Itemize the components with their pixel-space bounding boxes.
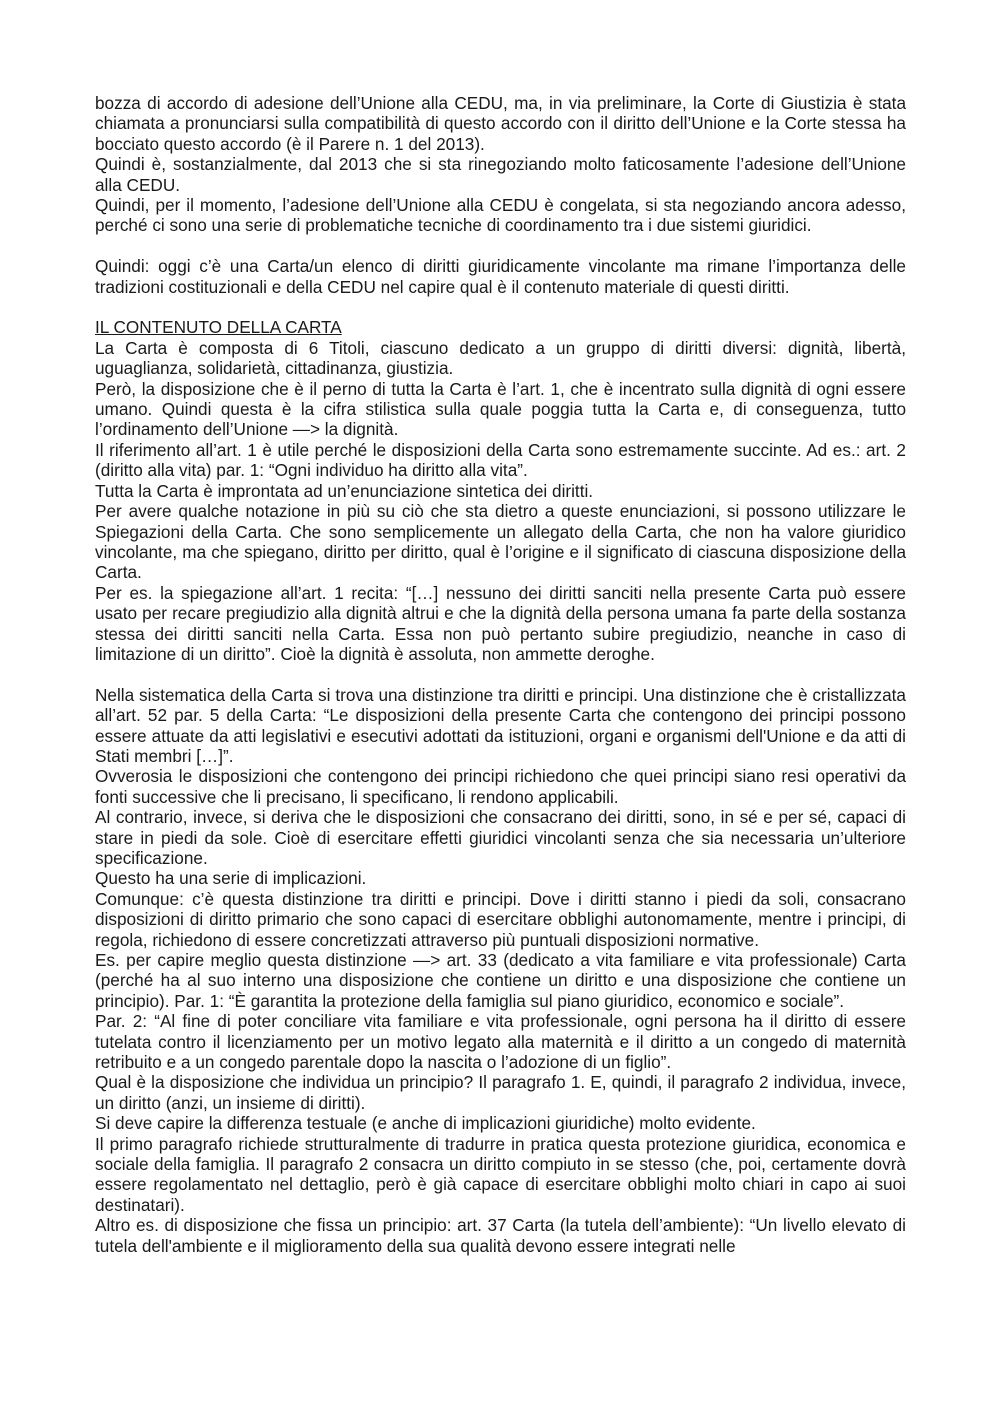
paragraph: La Carta è composta di 6 Titoli, ciascuno dedicato a un gruppo di diritti diversi: dignità, libertà, uguaglianza, solidarietà, cittadinanza, giustizia. xyxy=(95,337,906,379)
paragraph: Si deve capire la differenza testuale (e anche di implicazioni giuridiche) molto evidente. xyxy=(95,1113,756,1134)
paragraph: Tutta la Carta è improntata ad un’enunciazione sintetica dei diritti. xyxy=(95,480,594,501)
paragraph: Comunque: c’è questa distinzione tra diritti e principi. Dove i diritti stanno i piedi da soli, consacrano disposizioni di diritto primario che sono capaci di esercitare obblighi autonomamente, mentre i principi, di regola, richiedono di essere concretizzati attraverso più puntuali disposizioni normative. xyxy=(95,888,906,950)
blank-line xyxy=(95,297,906,317)
paragraph: Par. 2: “Al fine di poter conciliare vita familiare e vita professionale, ogni persona ha il diritto di essere tutelata contro il licenziamento per un motivo legato alla maternità e il diritto a un congedo di maternità retribuito e a un congedo parentale dopo la nascita o l’adozione di un figlio”. xyxy=(95,1011,906,1073)
paragraph: Il riferimento all’art. 1 è utile perché le disposizioni della Carta sono estremamente succinte. Ad es.: art. 2 (diritto alla vita) par. 1: “Ogni individuo ha diritto alla vita”. xyxy=(95,439,906,481)
paragraph: Es. per capire meglio questa distinzione —> art. 33 (dedicato a vita familiare e vita professionale) Carta (perché ha al suo interno una disposizione che contiene un diritto e una disposizione che contiene un principio). Par. 1: “È garantita la protezione della famiglia sul piano giuridico, economico e sociale”. xyxy=(95,950,906,1011)
paragraph: Ovverosia le disposizioni che contengono dei principi richiedono che quei principi siano resi operativi da fonti successive che li precisano, li specificano, li rendono applicabili. xyxy=(95,766,906,807)
paragraph: Questo ha una serie di implicazioni. xyxy=(95,868,367,889)
paragraph: Qual è la disposizione che individua un principio? Il paragrafo 1. E, quindi, il paragrafo 2 individua, invece, un diritto (anzi, un insieme di diritti). xyxy=(95,1072,906,1113)
blank-line xyxy=(95,664,906,684)
paragraph: Al contrario, invece, si deriva che le disposizioni che consacrano dei diritti, sono, in sé e per sé, capaci di stare in piedi da sole. Cioè di esercitare effetti giuridici vincolanti senza che sia necessaria un’ulteriore specificazione. xyxy=(95,807,906,868)
paragraph: Quindi è, sostanzialmente, dal 2013 che si sta rinegoziando molto faticosamente l’adesione dell’Unione alla CEDU. xyxy=(95,154,906,195)
blank-line xyxy=(95,236,906,256)
paragraph: Però, la disposizione che è il perno di tutta la Carta è l’art. 1, che è incentrato sulla dignità di ogni essere umano. Quindi questa è la cifra stilistica sulla quale poggia tutta la Carta e, di conseguenza, tutto l’ordinamento dell’Unione —> la dignità. xyxy=(95,378,906,440)
paragraph: Nella sistematica della Carta si trova una distinzione tra diritti e principi. Una distinzione che è cristallizzata all’art. 52 par. 5 della Carta: “Le disposizioni della presente Carta che contengono dei principi possono essere attuate da atti legislativi e esecutivi adottati da istituzioni, organi e organismi dell'Unione e da atti di Stati membri […]”. xyxy=(95,684,906,766)
paragraph: Per avere qualche notazione in più su ciò che sta dietro a queste enunciazioni, si possono utilizzare le Spiegazioni della Carta. Che sono semplicemente un allegato della Carta, che non ha valore giuridico vincolante, ma che spiegano, diritto per diritto, qual è l’origine e il significato di ciascuna disposizione della Carta. xyxy=(95,501,906,583)
paragraph: Il primo paragrafo richiede strutturalmente di tradurre in pratica questa protezione giuridica, economica e sociale della famiglia. Il paragrafo 2 consacra un diritto compiuto in se stesso (che, poi, certamente dovrà essere regolamentato nel dettaglio, però è già capace di esercitare obblighi molto chiari in capo ai suoi destinatari). xyxy=(95,1133,906,1215)
document-page xyxy=(95,93,906,1256)
paragraph: Quindi, per il momento, l’adesione dell’Unione alla CEDU è congelata, si sta negoziando ancora adesso, perché ci sono una serie di problematiche tecniche di coordinamento tra i due sistemi giuridici. xyxy=(95,195,906,236)
paragraph: Altro es. di disposizione che fissa un principio: art. 37 Carta (la tutela dell’ambiente): “Un livello elevato di tutela dell'ambiente e il miglioramento della sua qualità devono essere integrati nelle xyxy=(95,1215,906,1256)
paragraph: Per es. la spiegazione all’art. 1 recita: “[…] nessuno dei diritti sanciti nella presente Carta può essere usato per recare pregiudizio alla dignità altrui e che la dignità della persona umana fa parte della sostanza stessa dei diritti sanciti nella Carta. Essa non può pertanto subire pregiudizio, neanche in caso di limitazione di un diritto”. Cioè la dignità è assoluta, non ammette deroghe. xyxy=(95,582,906,664)
paragraph: Quindi: oggi c’è una Carta/un elenco di diritti giuridicamente vincolante ma rimane l’importanza delle tradizioni costituzionali e della CEDU nel capire qual è il contenuto materiale di questi diritti. xyxy=(95,256,906,297)
section-heading: IL CONTENUTO DELLA CARTA xyxy=(95,317,342,338)
paragraph: bozza di accordo di adesione dell’Unione alla CEDU, ma, in via preliminare, la Corte di Giustizia è stata chiamata a pronunciarsi sulla compatibilità di questo accordo con il diritto dell’Unione e la Corte stessa ha bocciato questo accordo (è il Parere n. 1 del 2013). xyxy=(95,93,906,154)
